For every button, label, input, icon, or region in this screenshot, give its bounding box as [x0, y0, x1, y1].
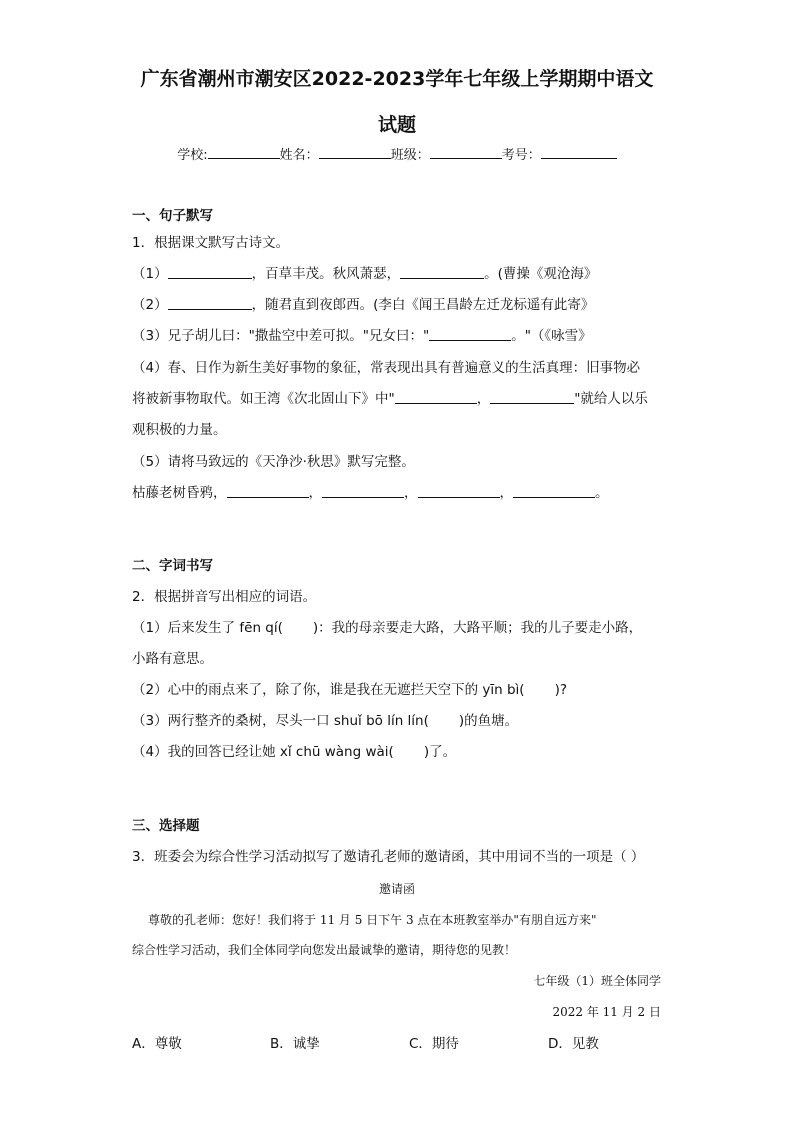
class-label: 班级：	[390, 148, 430, 163]
option-d[interactable]: D．见教	[548, 1036, 599, 1052]
question-2-item-2: （2）心中的雨点来了，除了你，谁是我在无遮拦天空下的 yīn bì( )?	[132, 682, 567, 698]
name-label: 姓名：	[279, 148, 319, 163]
question-1-item-2: （2） ，随君直到夜郎西。(李白《闻王昌龄左迁龙标遥有此寄》	[132, 297, 595, 313]
question-2-item-1-line2: 小路有意思。	[132, 651, 213, 667]
section-heading-3: 三、选择题	[132, 818, 200, 834]
answer-blank[interactable]	[418, 484, 500, 498]
letter-title: 邀请函	[378, 882, 415, 896]
question-2-item-4: （4）我的回答已经让她 xǐ chū wàng wài( )了。	[132, 744, 457, 760]
answer-blank[interactable]	[227, 484, 309, 498]
number-blank[interactable]	[541, 144, 617, 159]
school-blank[interactable]	[208, 144, 280, 159]
school-label: 学校:	[177, 148, 208, 163]
question-2-item-1: （1）后来发生了 fēn qí( )：我的母亲要走大路，大路平顺；我的儿子要走小路，	[132, 620, 643, 636]
question-1-stem: 1．根据课文默写古诗文。	[132, 235, 290, 251]
exam-title-line1: 广东省潮州市潮安区2022-2023学年七年级上学期期中语文	[140, 68, 654, 90]
letter-body-line1: 尊敬的孔老师：您好！我们将于 11 月 5 日下午 3 点在本班教室举办"有朋自远方来"	[148, 913, 597, 927]
answer-blank[interactable]	[429, 327, 511, 341]
number-label: 考号：	[501, 148, 541, 163]
section-heading-1: 一、句子默写	[132, 208, 213, 224]
answer-blank[interactable]	[513, 484, 595, 498]
option-c[interactable]: C．期待	[409, 1036, 459, 1052]
letter-body-line2: 综合性学习活动，我们全体同学向您发出最诚挚的邀请，期待您的见教！	[132, 943, 517, 957]
exam-title-line2: 试题	[377, 114, 416, 136]
question-3-stem: 3．班委会为综合性学习活动拟写了邀请孔老师的邀请函，其中用词不当的一项是（ ）	[132, 849, 645, 865]
section-heading-2: 二、字词书写	[132, 558, 213, 574]
option-b[interactable]: B．诚挚	[270, 1036, 320, 1052]
class-blank[interactable]	[430, 144, 502, 159]
answer-blank[interactable]	[168, 265, 252, 279]
answer-blank[interactable]	[322, 484, 404, 498]
question-1-item-5-stem: （5）请将马致远的《天净沙·秋思》默写完整。	[132, 454, 415, 470]
question-2-stem: 2．根据拼音写出相应的词语。	[132, 589, 317, 605]
option-a[interactable]: A．尊敬	[132, 1036, 182, 1052]
question-1-item-4-line1: （4）春、日作为新生美好事物的象征，常表现出具有普遍意义的生活真理：旧事物必	[132, 360, 641, 376]
question-2-item-3: （3）两行整齐的桑树，尽头一口 shuǐ bō lín lín( )的鱼塘。	[132, 713, 519, 729]
letter-signature: 七年级（1）班全体同学	[533, 974, 661, 988]
letter-date: 2022 年 11 月 2 日	[552, 1005, 661, 1019]
name-blank[interactable]	[319, 144, 391, 159]
question-1-item-5-answer: 枯藤老树昏鸦， ， ， ， 。	[132, 485, 609, 501]
question-1-item-1: （1） ，百草丰茂。秋风萧瑟， 。(曹操《观沧海》	[132, 266, 598, 282]
question-1-item-4-line2: 将被新事物取代。如王湾《次北固山下》中" ， "就给人以乐	[132, 391, 648, 407]
question-1-item-3: （3）兄子胡儿曰："撒盐空中差可拟。"兄女曰：" 。"（《咏雪》	[132, 328, 592, 344]
answer-blank[interactable]	[490, 390, 574, 404]
answer-blank[interactable]	[395, 390, 477, 404]
answer-blank[interactable]	[400, 265, 484, 279]
answer-blank[interactable]	[168, 296, 252, 310]
question-1-item-4-line3: 观积极的力量。	[132, 422, 227, 438]
student-info-line	[0, 144, 794, 166]
